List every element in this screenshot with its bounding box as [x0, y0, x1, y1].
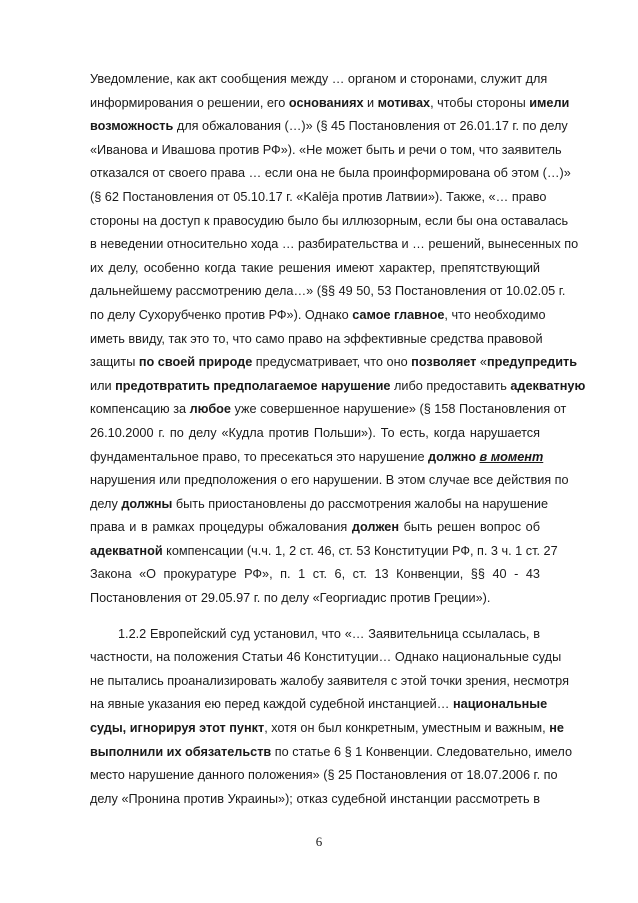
emphasis-text: выполнили их обязательств [90, 744, 272, 759]
emphasis-text: основаниях [288, 95, 364, 110]
text-line [90, 139, 562, 163]
text-run: стороны на доступ к правосудию было бы иллюзорным, если бы она оставалась [90, 213, 569, 228]
text-line [90, 764, 558, 788]
emphasis-text: национальные [453, 697, 548, 712]
text-line [90, 493, 549, 517]
paragraph-1 [90, 68, 586, 611]
page-number: 6 [315, 834, 323, 849]
body-text [90, 68, 586, 811]
text-run: фундаментальное право, то пресекаться это нарушение [90, 449, 429, 464]
emphasis-text: по своей природе [138, 355, 253, 370]
text-run: быть решен вопрос об [399, 520, 540, 535]
text-line [90, 516, 540, 540]
emphasis-text: должен [351, 520, 400, 535]
text-line [90, 670, 569, 694]
text-run: « [476, 355, 487, 370]
text-line [90, 280, 566, 304]
text-run: предусматривает, что оно [252, 355, 412, 370]
text-line [90, 328, 543, 352]
text-line [90, 469, 569, 493]
text-line [90, 446, 544, 470]
text-run: и [363, 95, 378, 110]
text-run: отказался от своего права … если она не была проинформирована об этом (…)» [90, 166, 571, 181]
text-run: нарушения или предположения о его нарушении. В этом случае все действия по [90, 473, 569, 488]
text-line [90, 233, 579, 257]
text-run: компенсации (ч.ч. 1, 2 ст. 46, ст. 53 Конституции РФ, п. 3 ч. 1 ст. 27 [162, 543, 558, 558]
text-line [90, 210, 569, 234]
text-line [90, 646, 562, 670]
emphasis-text: имели [529, 95, 570, 110]
text-line [90, 563, 540, 587]
text-run: по делу Сухорубченко против РФ»). Однако [90, 307, 353, 322]
paragraph-gap [90, 611, 540, 623]
emphasis-text: суды, игнорируя этот пункт [90, 721, 265, 736]
text-line [90, 587, 540, 611]
text-run: Постановления от 29.05.97 г. по делу «Георгиадис против Греции»). [90, 591, 491, 606]
text-run: частности, на положения Статьи 46 Конституции… Однако национальные суды [90, 650, 562, 665]
emphasis-text: предотвратить предполагаемое нарушение [115, 378, 391, 393]
text-run: в неведении относительно хода … разбирательства и … решений, вынесенных по [90, 237, 579, 252]
text-run: , хотя он был конкретным, уместным и важным, [264, 721, 550, 736]
emphasis-text: любое [189, 402, 231, 417]
emphasis-text: адекватной [90, 543, 163, 558]
paragraph-2 [90, 623, 573, 812]
text-line [90, 115, 568, 139]
text-line [90, 351, 578, 375]
emphasis-text: позволяет [411, 355, 477, 370]
text-line [90, 422, 540, 446]
text-run: Закона «О прокуратуре РФ», п. 1 ст. 6, ст. 13 Конвенции, §§ 40 - 43 [90, 567, 540, 582]
emphasis-text: адекватную [510, 378, 586, 393]
text-run: на явные указания ею перед каждой судебной инстанцией… [90, 697, 453, 712]
emphasis-text: возможность [90, 119, 174, 134]
text-line [90, 788, 540, 812]
text-run: или [90, 378, 116, 393]
text-run: 26.10.2000 г. по делу «Кудла против Польши»). То есть, когда нарушается [90, 425, 540, 440]
emphasis-text: самое главное [352, 307, 445, 322]
text-run: место нарушение данного положения» (§ 25 Постановления от 18.07.2006 г. по [90, 768, 558, 783]
emphasis-text: предупредить [486, 355, 578, 370]
text-run: либо предоставить [390, 378, 511, 393]
text-run: Уведомление, как акт сообщения между … органом и сторонами, служит для [90, 72, 548, 86]
text-line [90, 540, 558, 564]
text-run: быть приостановлены до рассмотрения жалобы на нарушение [172, 496, 549, 511]
text-run: «Иванова и Ивашова против РФ»). «Не может быть и речи о том, что заявитель [90, 142, 562, 157]
emphasis-text: мотивах [377, 95, 431, 110]
text-run: информирования о решении, его [90, 95, 289, 110]
text-line [90, 257, 540, 281]
text-line [90, 693, 548, 717]
text-run: по статье 6 § 1 Конвенции. Следовательно, имело [271, 744, 573, 759]
text-line [90, 92, 570, 116]
text-run: защиты [90, 355, 139, 370]
text-line [90, 375, 586, 399]
text-run: , что необходимо [444, 307, 546, 322]
text-run: (§ 62 Постановления от 05.10.17 г. «Kalēja против Латвии»). Также, «… право [90, 189, 547, 204]
text-line [90, 186, 547, 210]
emphasis-text: должны [121, 496, 173, 511]
text-line [90, 68, 548, 92]
emphasis-text: не [549, 721, 564, 736]
text-line [90, 741, 573, 765]
text-run: их делу, особенно когда такие решения имеют характер, препятствующий [90, 260, 540, 275]
text-run: делу «Пронина против Украины»); отказ судебной инстанции рассмотреть в [90, 791, 540, 806]
text-line [90, 304, 546, 328]
text-line [90, 162, 571, 186]
emphasis-text: в момент [479, 449, 544, 464]
text-run: уже совершенное нарушение» (§ 158 Постановления от [230, 402, 567, 417]
emphasis-text: должно [428, 449, 477, 464]
text-line [90, 398, 567, 422]
text-run: 1.2.2 Европейский суд установил, что «… Заявительница ссылалась, в [118, 626, 540, 641]
text-run: , чтобы стороны [430, 95, 530, 110]
text-run: для обжалования (…)» (§ 45 Постановления от 26.01.17 г. по делу [173, 119, 568, 134]
text-run: делу [90, 496, 122, 511]
text-line [90, 717, 564, 741]
text-run: не пытались проанализировать жалобу заявителя с этой точки зрения, несмотря [90, 673, 569, 688]
text-run: права и в рамках процедуры обжалования [90, 520, 352, 535]
text-run: дальнейшему рассмотрению дела…» (§§ 49 50, 53 Постановления от 10.02.05 г. [90, 284, 566, 299]
text-line [90, 623, 540, 647]
text-run: иметь ввиду, так это то, что само право на эффективные средства правовой [90, 331, 543, 346]
text-run: компенсацию за [90, 402, 190, 417]
